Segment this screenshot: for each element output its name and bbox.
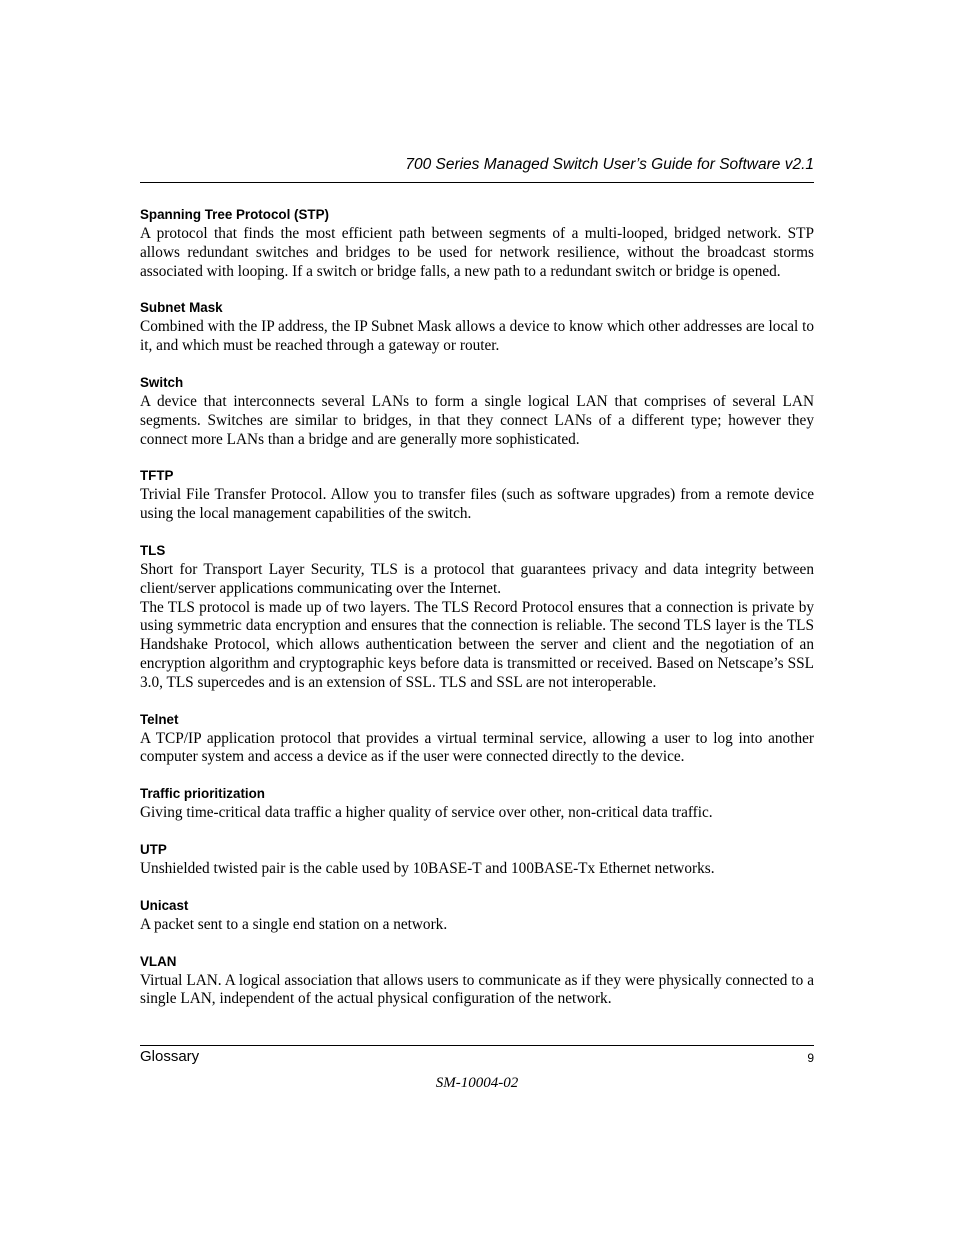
glossary-entry-utp [140, 841, 814, 879]
glossary-definition: A packet sent to a single end station on a network. [140, 915, 448, 933]
footer-document-code: SM-10004-02 [435, 1075, 519, 1091]
glossary-entry-stp [140, 206, 814, 281]
glossary-entry-switch [140, 374, 814, 449]
glossary-entry-unicast [140, 897, 814, 935]
glossary-definition: Giving time-critical data traffic a higher quality of service over other, non-critical data traffic. [140, 804, 713, 822]
glossary-definition: Short for Transport Layer Security, TLS is a protocol that guarantees privacy and data integrity between client/server applications communicating over the Internet. [140, 560, 814, 597]
footer-page-number: 9 [807, 1051, 814, 1065]
glossary-term: TFTP [140, 468, 174, 484]
glossary-definition: Unshielded twisted pair is the cable used by 10BASE-T and 100BASE-Tx Ethernet networks. [140, 859, 715, 877]
glossary-term: Switch [140, 374, 184, 390]
glossary-entry-traffic-prioritization [140, 785, 814, 823]
glossary-term: VLAN [140, 953, 177, 969]
running-header-title: 700 Series Managed Switch User’s Guide for Software v2.1 [405, 156, 814, 173]
glossary-definition: A protocol that finds the most efficient path between segments of a multi-looped, bridged network. STP allows redundant switches and bridges to be used for network resilience, without the broadcast storms associated with looping. If a switch or bridge falls, a new path to a redundant switch or bridge is opened. [140, 225, 814, 280]
glossary-term: Telnet [140, 711, 179, 727]
glossary-term: Traffic prioritization [140, 786, 265, 802]
header-divider [140, 182, 814, 183]
glossary-term: UTP [140, 841, 167, 857]
glossary-term: Unicast [140, 897, 189, 913]
glossary-definition: Trivial File Transfer Protocol. Allow you to transfer files (such as software upgrades) from a remote device using the local management capabilities of the switch. [140, 486, 814, 523]
glossary-term: Subnet Mask [140, 300, 223, 316]
glossary-entry-subnet-mask [140, 299, 814, 356]
footer-section-name: Glossary [140, 1048, 200, 1065]
glossary-entry-tls [140, 542, 814, 693]
glossary-term: Spanning Tree Protocol (STP) [140, 207, 329, 222]
glossary-definition: Combined with the IP address, the IP Subnet Mask allows a device to know which other addresses are local to it, and which must be reached through a gateway or router. [140, 318, 814, 355]
glossary-entry-telnet [140, 711, 814, 768]
glossary-entry-tftp [140, 467, 814, 524]
footer-divider [140, 1045, 814, 1046]
glossary-definition: A TCP/IP application protocol that provides a virtual terminal service, allowing a user to log into another computer system and access a device as if the user were connected directly to the device. [140, 729, 814, 766]
glossary-definition: The TLS protocol is made up of two layers. The TLS Record Protocol ensures that a connection is private by using symmetric data encryption and ensures that the connection is reliable. The second TLS layer is the TLS Handshake Protocol, which allows authentication between the server and client and the negotiation of an encryption algorithm and cryptographic keys before data is transmitted or received. Based on Netscape’s SSL 3.0, TLS supercedes and is an extension of SSL. TLS and SSL are not interoperable. [140, 598, 814, 691]
glossary-content [140, 206, 814, 1027]
glossary-entry-vlan [140, 953, 814, 1010]
glossary-definition: A device that interconnects several LANs to form a single logical LAN that comprises of several LAN segments. Switches are similar to bridges, in that they connect LANs of a different type; however they connect more LANs than a bridge and are generally more sophisticated. [140, 392, 814, 448]
glossary-definition: Virtual LAN. A logical association that allows users to communicate as if they were physically connected to a single LAN, independent of the actual physical configuration of the network. [140, 971, 814, 1008]
glossary-term: TLS [140, 542, 166, 558]
